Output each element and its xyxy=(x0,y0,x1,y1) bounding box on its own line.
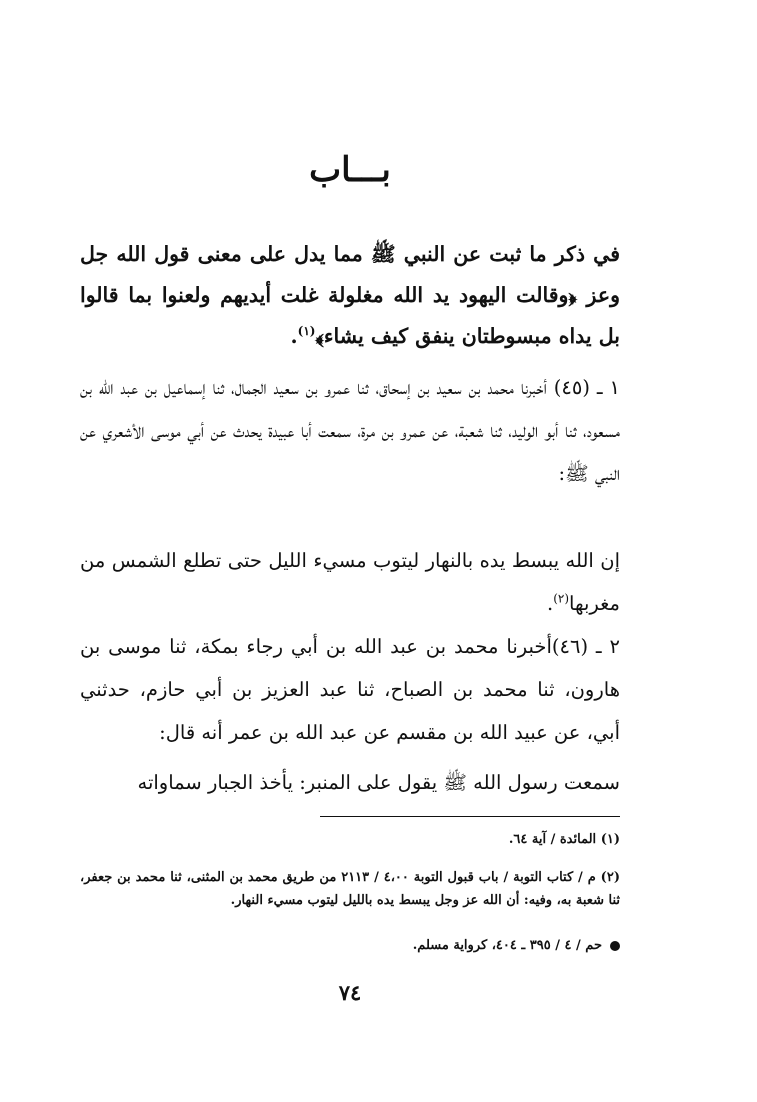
matn-end: . xyxy=(547,592,554,615)
hadith-isnad-45 xyxy=(80,366,620,495)
hadith-matn-46 xyxy=(80,761,620,804)
isnad-line: ٢ ـ (٤٦)أخبرنا محمد بن عبد الله بن أبي رجاء بمكة، ثنا موسى xyxy=(108,635,621,658)
chapter-heading: بـــاب xyxy=(309,150,391,190)
chapter-title xyxy=(80,234,620,357)
isnad-line: الجمال، ثنا إسماعيل بن عبد الله بن مسعود، ثنا أبو الوليد، ثنا xyxy=(80,376,620,442)
isnad-line: شعبة، عن عمرو بن مرة، سمعت أبا عبيدة يحدث عن أبي موسى xyxy=(151,419,484,442)
footnote-ref: (١) xyxy=(297,324,316,339)
footnote-2 xyxy=(80,866,620,912)
footnote-text: ثنا محمد بن جعفر، ثنا شعبة به، وفيه: أن الله عز وجل يبسط يده بالليل ليتوب مسيء النهار. xyxy=(80,870,620,908)
isnad-line: ١ ـ (٤٥) أخبرنا محمد بن سعيد بن إسحاق، ثنا عمرو بن سعيد xyxy=(273,376,621,399)
footnote-3 xyxy=(80,934,620,957)
chapter-title-end: . xyxy=(290,324,298,348)
chapter-title-line: في ذكر ما ثبت عن النبي ﷺ مما يدل على معنى قول الله جل xyxy=(80,242,620,266)
isnad-line: حدثني أبي، عن عبيد الله بن مقسم عن عبد الله بن عمر أنه قال: xyxy=(80,678,620,744)
chapter-title-line: يداه مبسوطتان ينفق كيف يشاء﴾ xyxy=(315,324,592,348)
footnote-text: (٢) م / كتاب التوبة / باب قبول التوبة ٤،٠٠ / ٢١١٣ من طريق محمد بن المثنى، xyxy=(186,870,620,885)
footnote-text: حم / ٤ / ٣٩٥ ـ ٤٠٤، كرواية مسلم. xyxy=(412,938,602,953)
matn-line: إن الله يبسط يده بالنهار ليتوب مسيء الليل حتى تطلع الشمس xyxy=(111,549,621,572)
hadith-isnad-46 xyxy=(80,625,620,754)
footnote-divider xyxy=(320,816,620,817)
isnad-line: الأشعري عن النبي ﷺ: xyxy=(80,419,620,485)
chapter-title-line: وعز ﴿وقالت اليهود يد الله مغلولة غلت أيديهم ولعنوا بما قالوا بل xyxy=(80,283,620,348)
hadith-matn-45 xyxy=(80,539,620,625)
footnote-1 xyxy=(80,828,620,851)
footnote-text: (١) المائدة / آية ٦٤. xyxy=(508,832,620,847)
isnad-line: بن هارون، ثنا محمد بن الصباح، ثنا عبد العزيز بن أبي حازم، xyxy=(80,635,620,701)
page-number: ٧٤ xyxy=(338,980,362,1005)
bullet-icon xyxy=(610,941,620,951)
matn-line: سمعت رسول الله ﷺ يقول على المنبر: يأخذ الجبار سماواته xyxy=(137,771,620,794)
book-page xyxy=(80,0,620,1102)
footnote-ref: (٢) xyxy=(553,591,570,606)
matn-line: من مغربها xyxy=(80,549,620,615)
